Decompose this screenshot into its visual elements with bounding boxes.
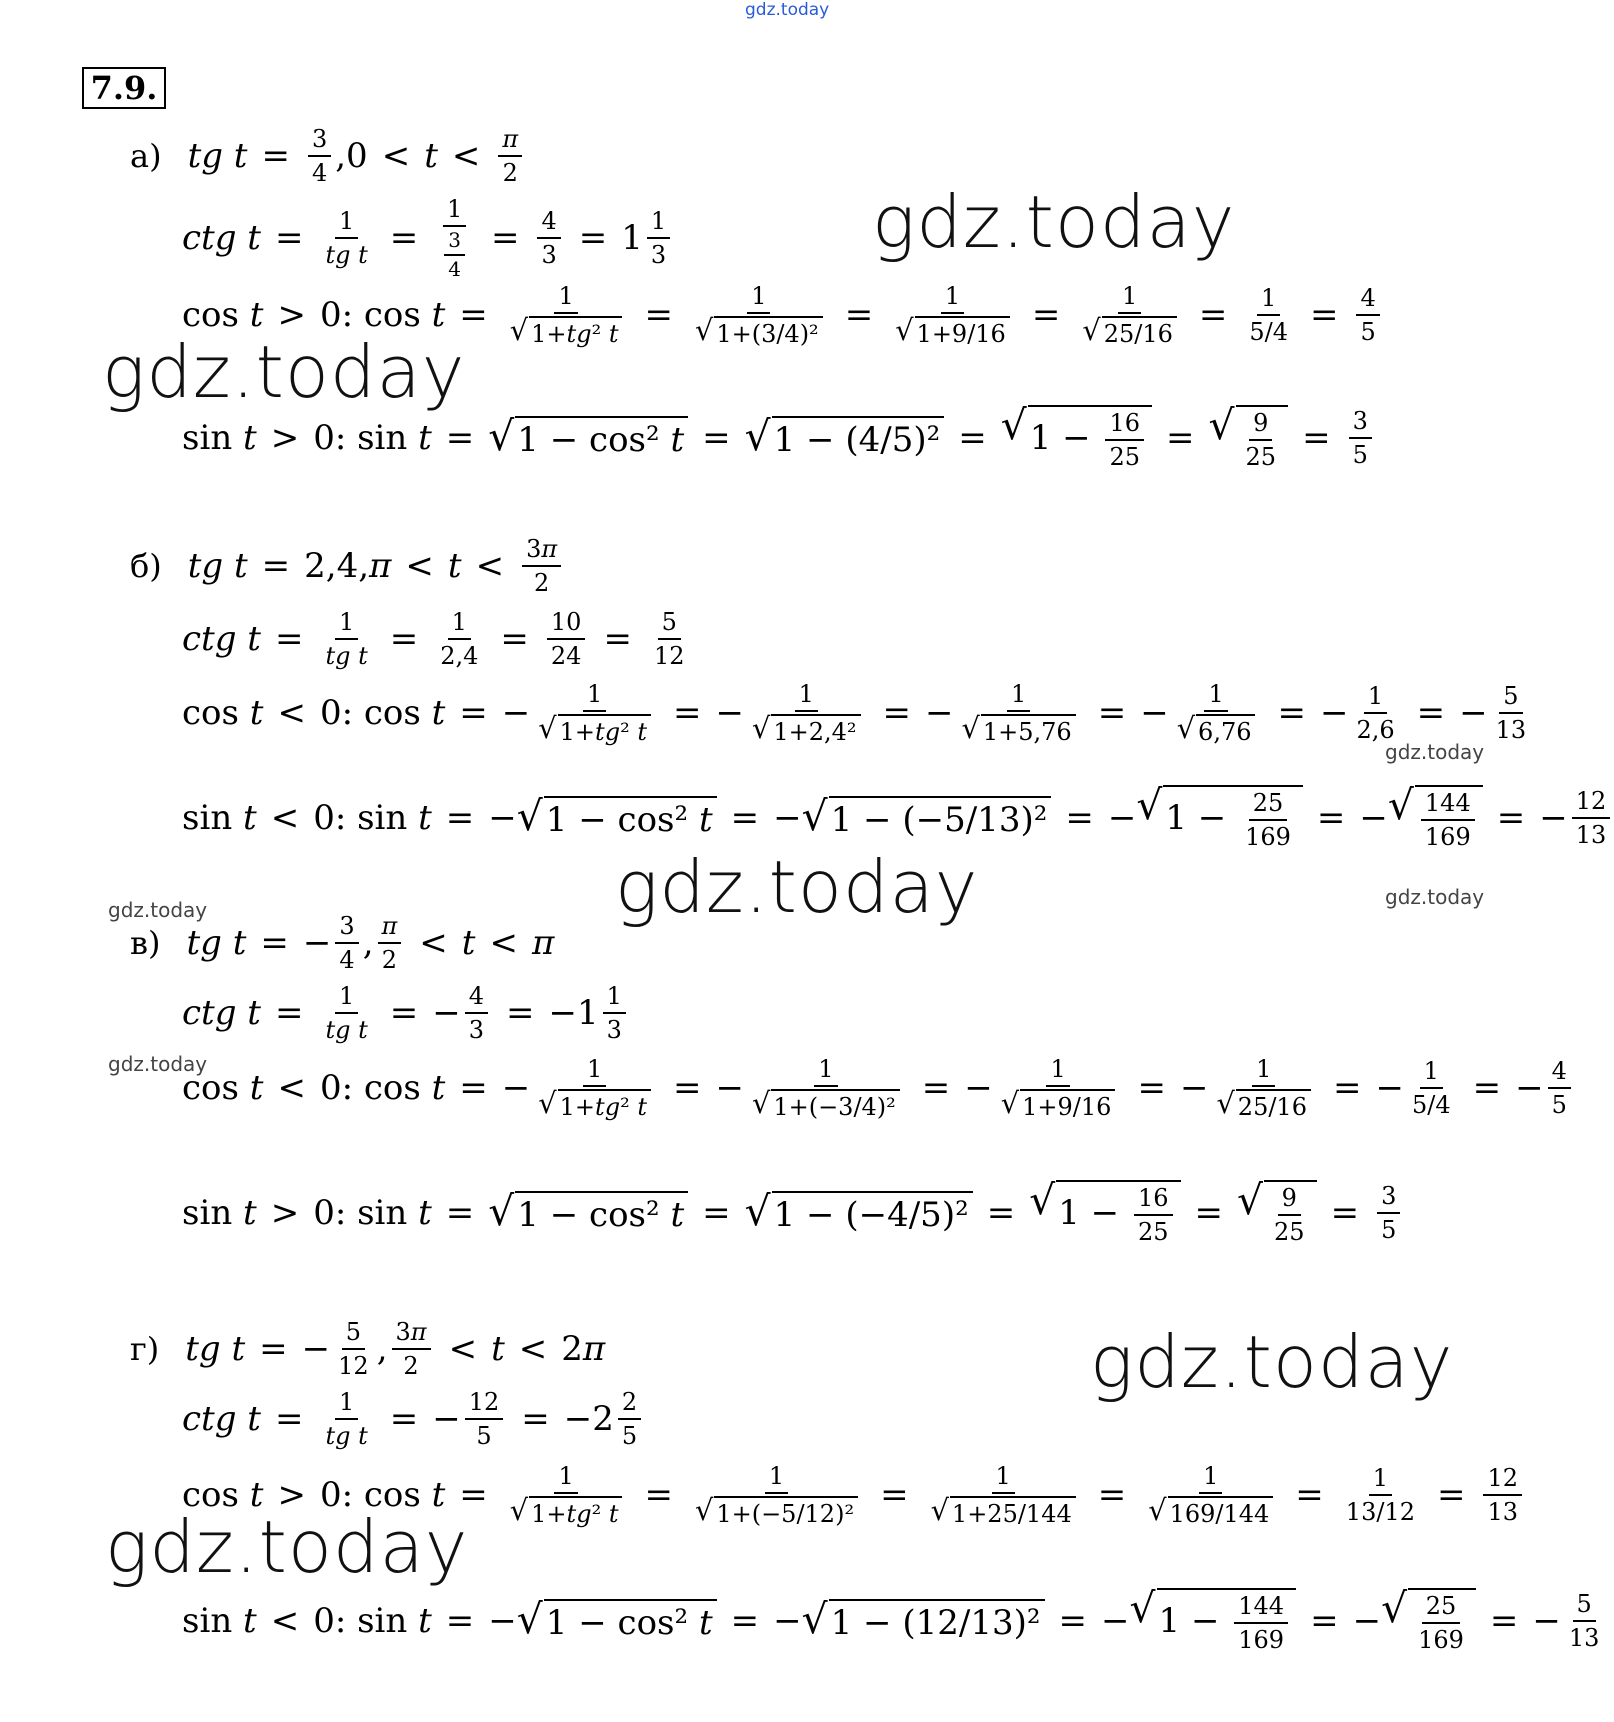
part-a-given: а) tg t = $\frac{3}{4}$ ,0 < t < $\frac{\pi}{2}$ xyxy=(130,125,526,187)
part-g-sin: sin t < 0: sin t = − √ 1 − cos² t = − √ 1 − (12/13)² = − √ 1 − $\frac{144}{169}$ = − √ $\frac{25}{169}$ = − $\frac{5}{13}$ xyxy=(182,1584,1600,1654)
part-a-label: а) xyxy=(130,137,162,175)
watermark: gdz.today xyxy=(1090,1320,1454,1404)
part-g-label: г) xyxy=(130,1330,160,1368)
part-b-sin: sin t < 0: sin t = − √ 1 − cos² t = − √ 1 − (−5/13)² = − √ 1 − $\frac{25}{169}$ = − √ $\frac{144}{169}$ = − $\frac{12}{13}$ xyxy=(182,785,1614,851)
part-g-cos: cos t > 0: cos t = 1 √ 1+tg² t = 1 √ 1+(−5/12)² = 1 √ 1+25/144 = 1 √ 169/144 = $\frac{1}{13/12}$ = $\frac{12}{13}$ xyxy=(182,1462,1526,1528)
expr: tg t xyxy=(187,136,248,176)
part-b-given: б) tg t = 2,4, π < t < $\frac{3\pi}{2}$ xyxy=(130,535,565,597)
part-v-ctg: ctg t = $\frac{1}{\text{tg t}}$ = − $\frac{4}{3}$ = −1 $\frac{1}{3}$ xyxy=(182,982,630,1044)
watermark: gdz.today xyxy=(615,845,979,929)
part-v-cos: cos t < 0: cos t = − 1 √ 1+tg² t = − 1 √ 1+(−3/4)² = − 1 √ 1+9/16 = − 1 √ 25/16 = − $\frac{1}{5/4}$ = − $\frac{4}{5}$ xyxy=(182,1055,1575,1121)
watermark: gdz.today xyxy=(105,1505,469,1589)
watermark: gdz.today xyxy=(102,330,466,414)
watermark-small: gdz.today xyxy=(1385,740,1485,764)
site-link-top[interactable]: gdz.today xyxy=(745,0,830,20)
part-g-given: г) tg t = − $\frac{5}{12}$ , $\frac{3\pi}{2}$ < t < 2π xyxy=(130,1318,606,1380)
part-a-sin: sin t > 0: sin t = √ 1 − cos² t = √ 1 − (4/5)² = √ 1 − $\frac{16}{25}$ = √ $\frac{9}{25}$ = $\frac{3}{5}$ xyxy=(182,405,1376,471)
part-g-ctg: ctg t = $\frac{1}{\text{tg t}}$ = − $\frac{12}{5}$ = −2 $\frac{2}{5}$ xyxy=(182,1388,645,1450)
watermark-small: gdz.today xyxy=(1385,885,1485,909)
watermark-small: gdz.today xyxy=(108,1052,208,1076)
watermark-small: gdz.today xyxy=(108,898,208,922)
part-b-label: б) xyxy=(130,547,162,585)
part-v-given: в) tg t = − $\frac{3}{4}$ , $\frac{\pi}{2}$ < t < π xyxy=(130,912,555,974)
part-a-cos: cos t > 0: cos t = 1 √ 1+tg² t = 1 √ 1+(3/4)² = 1 √ 1+9/16 = 1 √ 25/16 = $\frac{1}{5/4}$ = $\frac{4}{5}$ xyxy=(182,282,1384,348)
part-b-ctg: ctg t = $\frac{1}{\text{tg t}}$ = $\frac{1}{2,4}$ = $\frac{10}{24}$ = $\frac{5}{12}$ xyxy=(182,608,685,670)
part-v-sin: sin t > 0: sin t = √ 1 − cos² t = √ 1 − (−4/5)² = √ 1 − $\frac{16}{25}$ = √ $\frac{9}{25}$ = $\frac{3}{5}$ xyxy=(182,1180,1404,1246)
part-b-cos: cos t < 0: cos t = − 1 √ 1+tg² t = − 1 √ 1+2,4² = − 1 √ 1+5,76 = − 1 √ 6,76 = − $\frac{1}{2,6}$ = − $\frac{5}{13}$ xyxy=(182,680,1527,746)
problem-number: 7.9. xyxy=(82,67,166,109)
watermark: gdz.today xyxy=(872,180,1236,264)
part-v-label: в) xyxy=(130,924,161,962)
part-a-ctg: ctg t = $\frac{1}{\text{tg t}}$ = $\frac{1}{\frac{3}{4}}$ = $\frac{4}{3}$ = 1 $\frac{1}{3}$ xyxy=(182,195,674,281)
fraction: $\frac{3}{4}$ xyxy=(308,125,331,187)
fraction: $\frac{\pi}{2}$ xyxy=(498,125,522,187)
